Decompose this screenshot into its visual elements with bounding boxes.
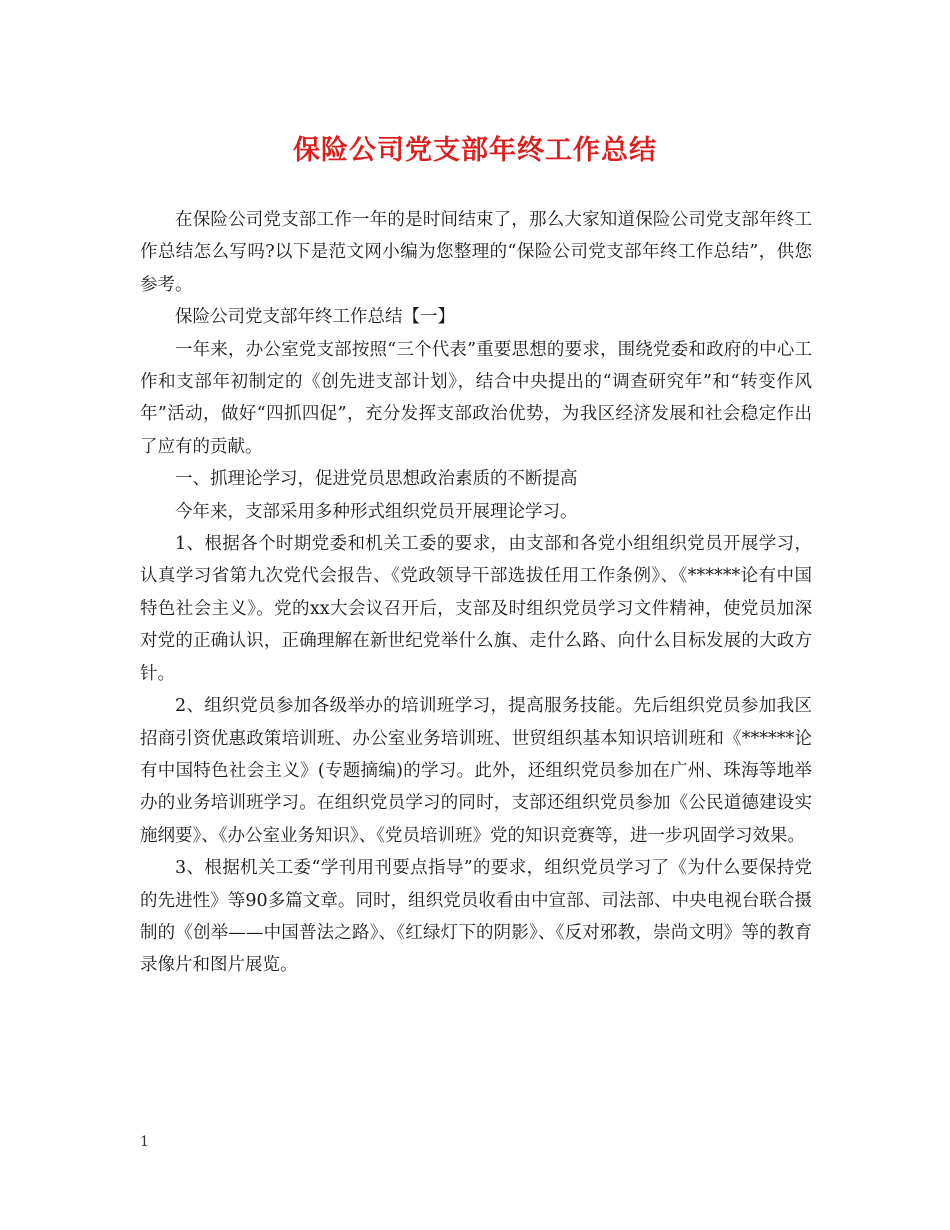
subheading-theory-study: 一、抓理论学习，促进党员思想政治素质的不断提高 [175,469,578,490]
page-number: 1 [140,1134,149,1150]
page-title: 保险公司党支部年终工作总结 [293,135,657,166]
paragraph-item-2: 2、组织党员参加各级举办的培训班学习，提高服务技能。先后组织党员参加我区招商引资优惠政策培训班、办公室业务培训班、世贸组织基本知识培训班和《******论有中国特色社会主义》(专题摘编)的学习。此外，还组织党员参加在广州、珠海等地举办的业务培训班学习。在组织党员学习的同时，支部还组织党员参加《公民道德建设实施纲要》、《办公室业务知识》、《党员培训班》党的知识竞赛等，进一步巩固学习效果。 [140,696,812,846]
paragraph-item-3: 3、根据机关工委“学刊用刊要点指导”的要求，组织党员学习了《为什么要保持党的先进性》等90多篇文章。同时，组织党员收看由中宣部、司法部、中央电视台联合摄制的《创举——中国普法之路》、《红绿灯下的阴影》、《反对邪教，崇尚文明》等的教育录像片和图片展览。 [140,858,812,976]
paragraph-item-1: 1、根据各个时期党委和机关工委的要求，由支部和各党小组组织党员开展学习，认真学习省第九次党代会报告、《党政领导干部选拔任用工作条例》、《******论有中国特色社会主义》。党的xx大会议召开后，支部及时组织党员学习文件精神，使党员加深对党的正确认识，正确理解在新世纪党举什么旗、走什么路、向什么目标发展的大政方针。 [140,534,812,684]
paragraph-intro: 在保险公司党支部工作一年的是时间结束了，那么大家知道保险公司党支部年终工作总结怎么写吗?以下是范文网小编为您整理的“保险公司党支部年终工作总结”，供您参考。 [140,210,812,295]
section-heading-one: 保险公司党支部年终工作总结【一】 [175,307,455,328]
paragraph-study-forms: 今年来，支部采用多种形式组织党员开展理论学习。 [175,501,578,522]
document-body [140,204,812,982]
paragraph-overview: 一年来，办公室党支部按照“三个代表”重要思想的要求，围绕党委和政府的中心工作和支部年初制定的《创先进支部计划》，结合中央提出的“调查研究年”和“转变作风年”活动，做好“四抓四促”，充分发挥支部政治优势，为我区经济发展和社会稳定作出了应有的贡献。 [140,339,812,457]
